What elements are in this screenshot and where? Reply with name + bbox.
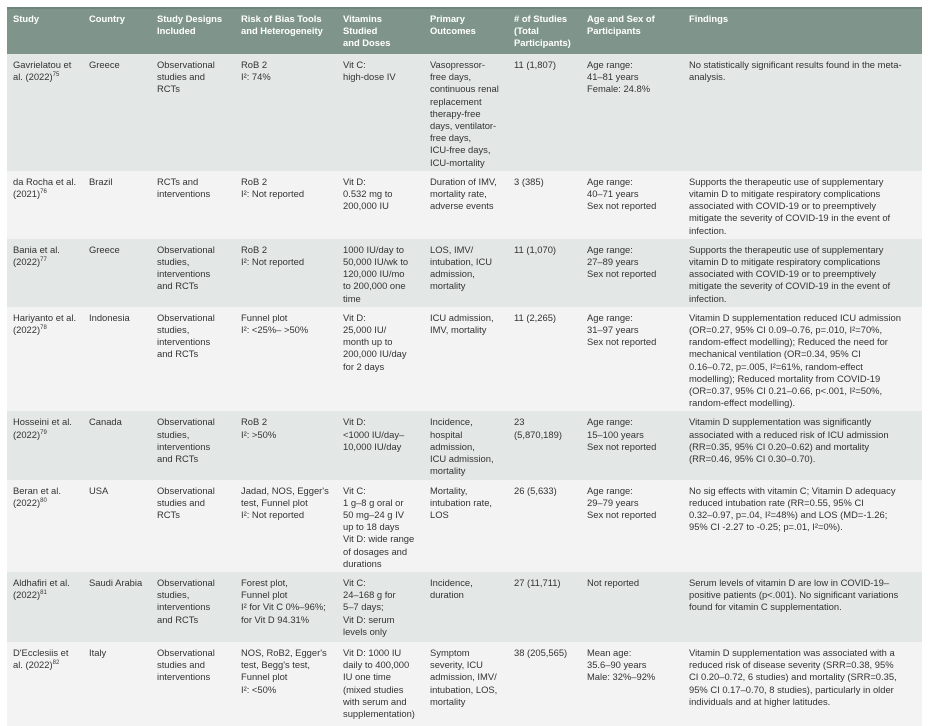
cell-study [7, 480, 83, 572]
bias-text: NOS, RoB2, Egger's test, Begg's test, Funnel plot I²: <50% [241, 646, 327, 695]
cell-vitamins [337, 54, 424, 171]
country-text: Greece [89, 243, 120, 255]
cell-findings [683, 239, 922, 307]
cell-country [83, 480, 151, 572]
cell-country [83, 411, 151, 479]
cell-study [7, 239, 83, 307]
cell-study [7, 642, 83, 726]
age-text: Not reported [587, 576, 640, 588]
cell-bias [235, 572, 337, 642]
column-header-findings: Findings [689, 13, 729, 24]
table-row [7, 307, 922, 412]
age-text: Age range: 41–81 years Female: 24.8% [587, 59, 651, 95]
study-text: da Rocha et al. (2021) [13, 175, 77, 200]
vitamins-text: Vit C: high-dose IV [343, 59, 396, 83]
cell-vitamins [337, 171, 424, 239]
designs-text: Observational studies and RCTs [157, 59, 215, 95]
study-text: Hosseini et al. (2022) [13, 416, 72, 440]
cell-bias [235, 480, 337, 572]
age-text: Age range: 29–79 years Sex not reported [587, 484, 657, 520]
cell-designs [151, 480, 235, 572]
cell-age [581, 411, 683, 479]
table-header-row [7, 8, 922, 54]
cell-bias [235, 171, 337, 239]
n-text: 23 (5,870,189) [514, 416, 562, 440]
bias-text: RoB 2 I²: Not reported [241, 243, 305, 268]
outcomes-text: Duration of IMV, mortality rate, adverse events [430, 175, 497, 212]
study-text: Hariyanto et al. (2022) [13, 311, 77, 336]
bias-text: RoB 2 I²: 74% [241, 59, 271, 83]
n-text: 26 (5,633) [514, 484, 557, 496]
column-header-study: Study [13, 13, 40, 24]
outcomes-text: Incidence, hospital admission, ICU admission, mortality [430, 416, 494, 477]
cell-n [508, 411, 581, 479]
reference-number: 81 [40, 590, 47, 596]
table-row [7, 572, 922, 642]
bias-text: Forest plot, Funnel plot I² for Vit C 0%–96%; for Vit D 94.31% [241, 576, 326, 625]
outcomes-text: LOS, IMV/ intubation, ICU admission, mortality [430, 243, 493, 292]
cell-bias [235, 54, 337, 171]
reference-number: 75 [52, 72, 60, 79]
table-row [7, 171, 922, 239]
reference-number: 78 [40, 324, 47, 331]
cell-n [508, 572, 581, 642]
country-text: Canada [89, 416, 122, 428]
age-text: Age range: 15–100 years Sex not reported [587, 416, 657, 452]
cell-vitamins [337, 572, 424, 642]
country-text: USA [89, 484, 109, 496]
study-text: D'Ecclesiis et al. (2022) [13, 646, 69, 671]
age-text: Age range: 31–97 years Sex not reported [587, 311, 657, 348]
cell-study [7, 54, 83, 171]
table-row [7, 642, 922, 726]
cell-bias [235, 239, 337, 307]
n-text: 3 (385) [514, 175, 544, 187]
cell-designs [151, 411, 235, 479]
designs-text: RCTs and interventions [157, 175, 211, 200]
designs-text: Observational studies and RCTs [157, 484, 215, 520]
country-text: Italy [89, 646, 107, 658]
findings-text: Vitamin D supplementation reduced ICU admission (OR=0.27, 95% CI 0.09–0.76, p=.010, I²=70%, random-effect modelling); Reduced the need for mechanical ventilation (OR=0.34, 95% CI 0.16–0.72, p=.005, I²=61%, random-effect modelling); Reduced mortality from COVID-19 (OR=0.37, 95% CI 0.21–0.66, p<.001, I²=50%, random-effect modelling). [689, 311, 901, 409]
n-text: 11 (1,070) [514, 243, 557, 255]
cell-designs [151, 307, 235, 412]
study-text: Bania et al. (2022) [13, 243, 60, 268]
bias-text: Jadad, NOS, Egger's test, Funnel plot I²: Not reported [241, 484, 329, 520]
column-header-vitamins: Vitamins Studied and Doses [343, 13, 391, 49]
cell-findings [683, 411, 922, 479]
cell-outcomes [424, 239, 508, 307]
cell-n [508, 642, 581, 726]
designs-text: Observational studies, interventions and RCTs [157, 311, 215, 360]
column-header-bias: Risk of Bias Tools and Heterogeneity [241, 13, 323, 37]
designs-text: Observational studies, interventions and RCTs [157, 243, 215, 292]
vitamins-text: Vit D: 0.532 mg to 200,000 IU [343, 175, 393, 212]
vitamins-text: Vit D: 25,000 IU/ month up to 200,000 IU/day for 2 days [343, 311, 407, 372]
cell-study [7, 572, 83, 642]
cell-outcomes [424, 307, 508, 412]
n-text: 11 (1,807) [514, 59, 557, 70]
column-header-age: Age and Sex of Participants [587, 13, 655, 37]
findings-text: Supports the therapeutic use of supplementary vitamin D to mitigate respiratory complications associated with COVID-19 or to preemptively mitigate the severity of COVID-19 in the event of infection. [689, 175, 891, 236]
reference-number: 77 [40, 256, 47, 263]
vitamins-text: Vit C: 1 g–8 g oral or 50 mg–24 g IV up to 18 days Vit D: wide range of dosages and durations [343, 484, 415, 569]
cell-findings [683, 54, 922, 171]
cell-n [508, 239, 581, 307]
cell-age [581, 54, 683, 171]
cell-n [508, 54, 581, 171]
n-text: 11 (2,265) [514, 311, 557, 323]
cell-outcomes [424, 572, 508, 642]
cell-outcomes [424, 411, 508, 479]
age-text: Mean age: 35.6–90 years Male: 32%–92% [587, 646, 656, 683]
study-text: Beran et al. (2022) [13, 484, 61, 508]
findings-text: Supports the therapeutic use of supplementary vitamin D to mitigate respiratory complications associated with COVID-19 or to preemptively mitigate the severity of COVID-19 in the event of infection. [689, 243, 891, 304]
cell-country [83, 642, 151, 726]
cell-findings [683, 171, 922, 239]
cell-outcomes [424, 171, 508, 239]
cell-country [83, 171, 151, 239]
bias-text: RoB 2 I²: >50% [241, 416, 277, 440]
cell-age [581, 307, 683, 412]
cell-country [83, 54, 151, 171]
age-text: Age range: 40–71 years Sex not reported [587, 175, 657, 212]
country-text: Greece [89, 59, 120, 70]
cell-n [508, 307, 581, 412]
meta-analysis-table [7, 7, 922, 726]
column-header-country: Country [89, 13, 125, 24]
cell-country [83, 572, 151, 642]
reference-number: 80 [40, 497, 47, 504]
cell-country [83, 307, 151, 412]
study-text: Gavrielatou et al. (2022) [13, 59, 72, 83]
reference-number: 79 [40, 429, 47, 436]
cell-designs [151, 171, 235, 239]
cell-vitamins [337, 307, 424, 412]
reference-number: 82 [52, 660, 60, 666]
column-header-outcomes: Primary Outcomes [430, 13, 476, 37]
n-text: 38 (205,565) [514, 646, 568, 658]
column-header-designs: Study Designs Included [157, 13, 223, 37]
cell-vitamins [337, 480, 424, 572]
cell-designs [151, 239, 235, 307]
column-header-n: # of Studies (Total Participants) [514, 13, 571, 49]
bias-text: RoB 2 I²: Not reported [241, 175, 305, 200]
table-row [7, 239, 922, 307]
cell-age [581, 239, 683, 307]
vitamins-text: Vit D: <1000 IU/day– 10,000 IU/day [343, 416, 405, 452]
designs-text: Observational studies, interventions and RCTs [157, 576, 215, 625]
outcomes-text: Incidence, duration [430, 576, 473, 601]
designs-text: Observational studies and interventions [157, 646, 215, 683]
cell-age [581, 572, 683, 642]
cell-outcomes [424, 480, 508, 572]
findings-text: Vitamin D supplementation was significantly associated with a reduced risk of ICU admission (RR=0.35, 95% CI 0.20–0.62) and mortality (RR=0.46, 95% CI 0.30–0.70). [689, 416, 889, 465]
cell-study [7, 171, 83, 239]
cell-n [508, 480, 581, 572]
outcomes-text: Symptom severity, ICU admission, IMV/ intubation, LOS, mortality [430, 646, 498, 707]
cell-age [581, 171, 683, 239]
cell-vitamins [337, 642, 424, 726]
cell-age [581, 642, 683, 726]
country-text: Saudi Arabia [89, 576, 143, 588]
cell-age [581, 480, 683, 572]
findings-text: No statistically significant results found in the meta- analysis. [689, 59, 902, 83]
outcomes-text: Vasopressor- free days, continuous renal replacement therapy-free days, ventilator- free days, ICU-free days, ICU-mortality [430, 59, 499, 168]
table-row [7, 411, 922, 479]
cell-findings [683, 642, 922, 726]
outcomes-text: ICU admission, IMV, mortality [430, 311, 494, 336]
vitamins-text: Vit C: 24–168 g for 5–7 days; Vit D: serum levels only [343, 576, 396, 637]
cell-designs [151, 642, 235, 726]
cell-bias [235, 642, 337, 726]
vitamins-text: 1000 IU/day to 50,000 IU/wk to 120,000 IU/mo to 200,000 one time [343, 243, 409, 304]
cell-findings [683, 480, 922, 572]
designs-text: Observational studies, interventions and RCTs [157, 416, 215, 465]
bias-text: Funnel plot I²: <25%– >50% [241, 311, 309, 336]
findings-text: Vitamin D supplementation was associated with a reduced risk of disease severity (SRR=0.38, 95% CI 0.20–0.72, 6 studies) and mortality (SRR=0.35, 95% CI 0.17–0.70, 8 studies), particularly in older individuals and at higher latitudes. [689, 646, 897, 707]
age-text: Age range: 27–89 years Sex not reported [587, 243, 657, 280]
country-text: Brazil [89, 175, 113, 187]
cell-findings [683, 307, 922, 412]
cell-outcomes [424, 642, 508, 726]
cell-vitamins [337, 411, 424, 479]
n-text: 27 (11,711) [514, 576, 561, 588]
study-text: Aldhafiri et al. (2022) [13, 576, 70, 601]
outcomes-text: Mortality, intubation rate, LOS [430, 484, 493, 520]
cell-n [508, 171, 581, 239]
cell-vitamins [337, 239, 424, 307]
cell-study [7, 307, 83, 412]
vitamins-text: Vit D: 1000 IU daily to 400,000 IU one time (mixed studies with serum and supplementation) [343, 646, 415, 719]
cell-designs [151, 54, 235, 171]
table-row [7, 54, 922, 171]
findings-text: No sig effects with vitamin C; Vitamin D adequacy reduced intubation rate (RR=0.55, 95% CI 0.32–0.97, p=.04, I²=48%) and LOS (MD=-1.26; 95% CI -2.27 to -0.25; p=.01, I²=0%). [689, 484, 896, 533]
cell-findings [683, 572, 922, 642]
cell-outcomes [424, 54, 508, 171]
table-row [7, 480, 922, 572]
cell-designs [151, 572, 235, 642]
cell-study [7, 411, 83, 479]
cell-bias [235, 411, 337, 479]
findings-text: Serum levels of vitamin D are low in COVID-19– positive patients (p<.001). No significant variations found for vitamin C supplementation. [689, 576, 899, 613]
cell-bias [235, 307, 337, 412]
country-text: Indonesia [89, 311, 130, 323]
reference-number: 76 [40, 188, 47, 195]
cell-country [83, 239, 151, 307]
